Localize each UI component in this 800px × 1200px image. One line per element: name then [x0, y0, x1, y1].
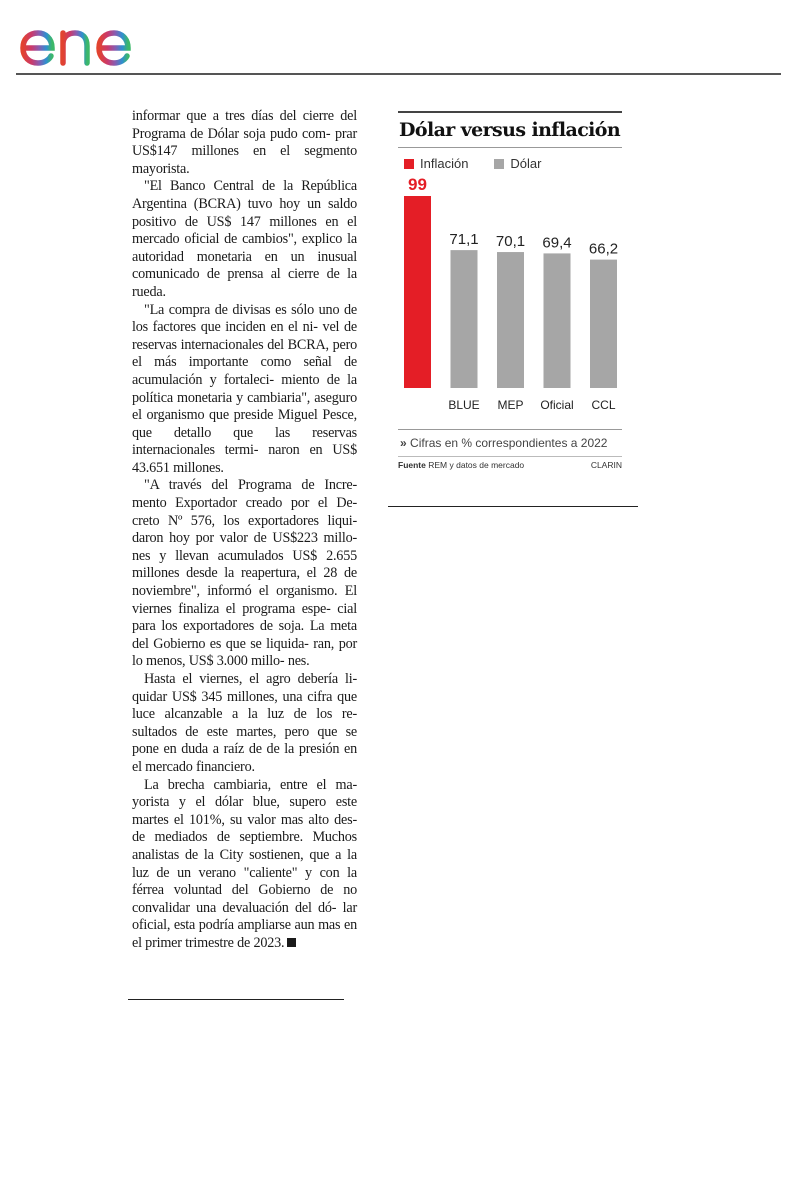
- source-rule: [398, 456, 622, 457]
- enel-logo: [18, 8, 170, 70]
- legend-item-dolar: [488, 156, 541, 171]
- footnote-marker: »: [400, 436, 407, 450]
- chart-title-rule: [398, 147, 622, 148]
- end-of-article-mark: [287, 938, 296, 947]
- credit-text: CLARIN: [590, 460, 622, 470]
- bar-mep: [497, 252, 524, 388]
- category-label: MEP: [497, 398, 524, 412]
- legend-swatch-red: [404, 159, 414, 169]
- category-label: BLUE: [448, 398, 480, 412]
- chart-footnote: » Cifras en % correspondientes a 2022: [400, 436, 608, 450]
- chart-box: [398, 111, 622, 470]
- article-paragraph: "El Banco Central de la República Argentina (BCRA) tuvo hoy un saldo positivo de US$ 147 millones en el mercado oficial de cambios", explico la autoridad monetaria en un inusual comunicado de prensa al cierre de la rueda.: [132, 178, 357, 300]
- legend-item-inflacion: [398, 156, 468, 171]
- article-bottom-rule: [128, 999, 344, 1000]
- bar-value-label: 69,4: [542, 234, 572, 252]
- bar-ccl: [590, 260, 617, 388]
- legend-swatch-gray: [494, 159, 504, 169]
- bar-chart: [398, 175, 622, 425]
- article-paragraph: Hasta el viernes, el agro debería li- quidar US$ 345 millones, una cifra que luce alcanzable a la luz de los re- sultados de este martes, pero que se pone en duda a raíz de de la presión en el mercado financiero.: [132, 671, 357, 775]
- bar-oficial: [544, 253, 571, 388]
- legend-label-inflacion: Inflación: [420, 156, 469, 171]
- chart-bottom-rule: [388, 506, 638, 507]
- article-body: [132, 108, 357, 953]
- article-paragraph: La brecha cambiaria, entre el ma- yorista y el dólar blue, supero este martes el 101%, su valor mas alto des- de mediados de septiembre. Muchos analistas de la City sostienen, que a la luz de un verano "caliente" y con la férrea voluntad del Gobierno de no convalidar una devaluación del dó- lar oficial, esta podría ampliarse aun mas en el primer trimestre de 2023.: [132, 776, 357, 951]
- chart-top-rule: [398, 111, 622, 113]
- chart-title: Dólar versus inflación: [399, 119, 621, 141]
- article-paragraph: "La compra de divisas es sólo uno de los factores que inciden en el ni- vel de reservas internacionales del BCRA, pero el más importante como señal de acumulación y fortaleci- miento de la política monetaria y cambiaria", aseguro el organismo que preside Miguel Pesce, que detallo que las reservas internacionales termi- naron en US$ 43.651 millones.: [132, 301, 358, 476]
- chart-legend: [398, 156, 622, 171]
- bar-value-label: 70,1: [495, 233, 526, 251]
- footnote-rule: [398, 429, 622, 430]
- category-label: Oficial: [540, 398, 574, 412]
- chart-source: [398, 460, 622, 470]
- legend-label-dolar: Dólar: [510, 156, 542, 171]
- source-text: Fuente REM y datos de mercado: [398, 460, 525, 470]
- bar-value-label: 99: [408, 175, 427, 194]
- header-divider: [16, 73, 781, 75]
- bar-blue: [451, 250, 478, 388]
- bar-value-label: 71,1: [449, 231, 479, 249]
- category-label: CCL: [591, 398, 616, 412]
- bar-value-label: 66,2: [588, 240, 619, 258]
- article-paragraph: informar que a tres días del cierre del Programa de Dólar soja pudo com- prar US$147 millones en el segmento mayorista.: [132, 108, 357, 177]
- article-paragraph: "A través del Programa de Incre- mento Exportador creado por el De- creto Nº 576, los exportadores liqui- daron hoy por valor de US$223 millo- nes y llevan acumulados US$ 2.655 millones desde la reapertura, el 28 de noviembre", informó el organismo. El viernes finaliza el programa espe- cial para los exportadores de soja. La meta del Gobierno es que se liquida- ran, por lo menos, US$ 3.000 millo- nes.: [132, 477, 358, 670]
- bar-inflacion: [404, 196, 431, 388]
